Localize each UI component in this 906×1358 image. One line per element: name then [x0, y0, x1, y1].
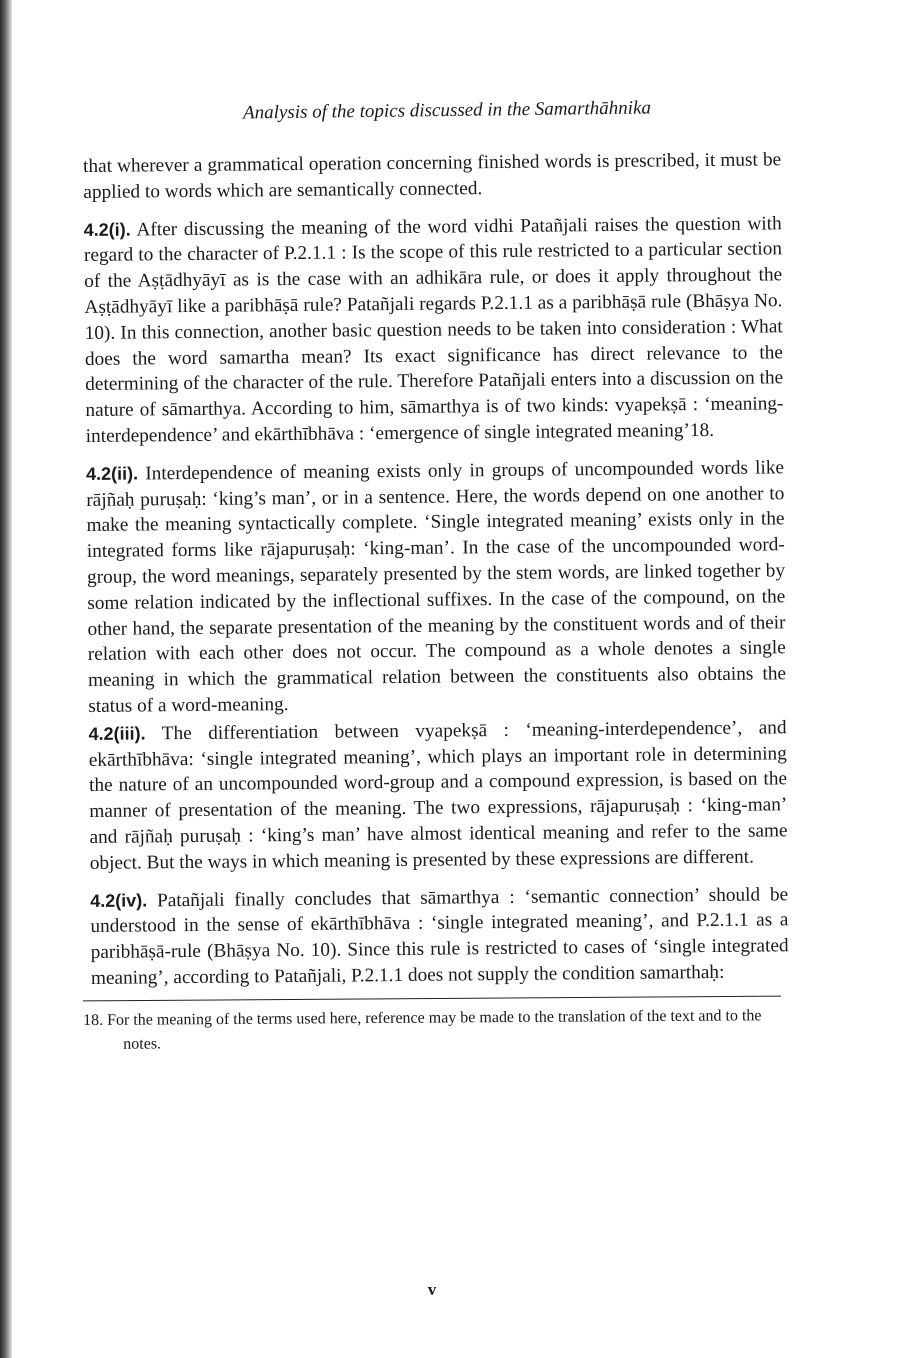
paragraph-number: 4.2(i). [83, 219, 131, 240]
paragraph-text: that wherever a grammatical operation concerning finished words is prescribed, it must be applied to words which are semantically connected. [83, 149, 782, 203]
paragraph-text: The differentiation between vyapekṣā : ‘meaning-interdependence’, and ekārthībhāva: ‘single integrated meaning’, which plays an important role in determining the nature of an uncompounded word-group and a compound expression, is based on the manner of presentation of the meaning. The two expressions, rājapuruṣaḥ : ‘king-man’ and rājñaḥ puruṣaḥ : ‘king’s man’ have almost identical meaning and refer to the same object. But the ways in which meaning is presented by these expressions are different. [88, 717, 788, 874]
footnote-divider [83, 995, 781, 1001]
page-number: v [427, 1280, 437, 1299]
paragraph-text: Patañjali finally concludes that sāmarthya : ‘semantic connection’ should be understood in the sense of ekārthībhāva : ‘single integrated meaning’, and P.2.1.1 as a paribhāṣā-rule (Bhāṣya No. 10). Since this rule is restricted to cases of ‘single integrated meaning’, according to Patañjali, P.2.1.1 does not supply the condition samarthaḥ: [90, 883, 789, 989]
running-header: Analysis of the topics discussed in the Samarthāhnika [242, 97, 652, 124]
paragraph-text: Interdependence of meaning exists only in groups of uncompounded words like rājñaḥ puruṣaḥ: ‘king’s man’, or in a sentence. Here, the words depend on one another to make the meaning syntactically complete. ‘Single integrated meaning’ exists only in the integrated forms like rājapuruṣaḥ: ‘king-man’. In the case of the uncompounded word-group, the word meanings, separately presented by the stem words, are linked together by some relation indicated by the inflectional suffixes. In the case of the compound, on the other hand, the separate presentation of the meaning by the constituent words and of their relation with each other does not occur. The compound as a whole denotes a single meaning in which the grammatical relation between the constituents also obtains the status of a word-meaning. [86, 457, 787, 717]
paragraph-text: After discussing the meaning of the word vidhi Patañjali raises the question with regard to the character of P.2.1.1 : Is the scope of this rule restricted to a particular section of the Aṣṭādhyāyī as is the case with an adhikāra rule, or does it apply throughout the Aṣṭādhyāyī like a paribhāṣā rule? Patañjali regards P.2.1.1 as a paribhāṣā rule (Bhāṣya No. 10). In this connection, another basic question needs to be taken into consideration : What does the word samartha mean? Its exact significance has direct relevance to the determining of the character of the rule. Therefore Patañjali enters into a discussion on the nature of sāmarthya. According to him, sāmarthya is of two kinds: vyapekṣā : ‘meaning-interdependence’ and ekārthībhāva : ‘emergence of single integrated meaning’18. [83, 212, 784, 447]
paragraph-4-2-ii [86, 455, 786, 720]
paragraph-4-2-i [84, 211, 784, 450]
page-binding-edge [0, 0, 12, 1358]
paragraph-4-2-iii [88, 715, 787, 876]
body-text [83, 147, 789, 991]
paragraph-continuation [83, 147, 781, 205]
paragraph-number: 4.2(iv). [90, 889, 148, 911]
footnote-18: 18. For the meaning of the terms used here, reference may be made to the translation of the text and to the notes. [83, 1006, 762, 1053]
book-page [83, 97, 789, 1299]
paragraph-number: 4.2(ii). [85, 463, 139, 484]
paragraph-number: 4.2(iii). [88, 723, 146, 744]
paragraph-4-2-iv [90, 882, 789, 992]
